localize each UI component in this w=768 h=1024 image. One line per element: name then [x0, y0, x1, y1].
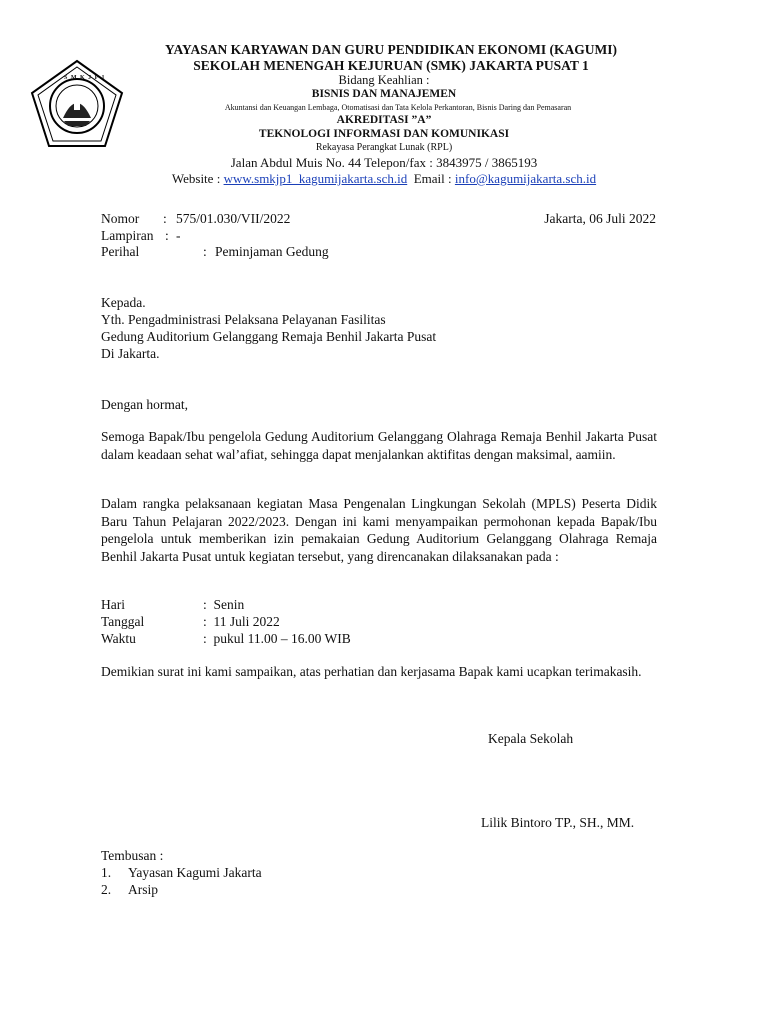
email-label: Email : [413, 171, 452, 186]
recipient-line-2: Yth. Pengadministrasi Pelaksana Pelayanan Fasilitas [101, 312, 386, 327]
lampiran-sep: : [165, 228, 169, 243]
place-date: Jakarta, 06 Juli 2022 [544, 211, 656, 226]
waktu-value: : pukul 11.00 – 16.00 WIB [203, 631, 351, 646]
cc-item-1-num: 1. [101, 865, 112, 880]
lampiran-value: - [176, 228, 181, 243]
closing-text: Demikian surat ini kami sampaikan, atas perhatian dan kerjasama Bapak kami ucapkan terimakasih. [101, 664, 642, 679]
nomor-value: 575/01.030/VII/2022 [176, 211, 291, 226]
logo-text: S M K J P 1 [64, 75, 106, 81]
foundation-name: YAYASAN KARYAWAN DAN GURU PENDIDIKAN EKONOMI (KAGUMI) [164, 42, 618, 57]
field-label: Bidang Keahlian : [338, 73, 430, 87]
nomor-sep: : [163, 211, 167, 226]
cc-label: Tembusan : [101, 848, 164, 863]
accreditation: AKREDITASI ”A” [336, 114, 432, 126]
program-list: Akuntansi dan Keuangan Lembaga, Otomatisasi dan Tata Kelola Perkantoran, Bisnis Daring dan Pemasaran [224, 103, 572, 112]
ict-program: Rekayasa Perangkat Lunak (RPL) [315, 142, 453, 153]
signature-name: Lilik Bintoro TP., SH., MM. [481, 815, 635, 830]
salutation: Dengan hormat, [101, 397, 188, 412]
perihal-label: Perihal [101, 244, 140, 259]
paragraph-2 [101, 495, 657, 565]
school-name: SEKOLAH MENENGAH KEJURUAN (SMK) JAKARTA PUSAT 1 [193, 58, 589, 73]
website-link[interactable]: www.smkjp1_kagumijakarta.sch.id [223, 171, 408, 186]
recipient-line-3: Gedung Auditorium Gelanggang Remaja Benhil Jakarta Pusat [101, 329, 437, 344]
cc-item-2: Arsip [128, 882, 158, 897]
perihal-sep: : [203, 244, 207, 259]
hari-value: : Senin [203, 597, 245, 612]
paragraph-1 [101, 428, 657, 463]
cc-item-1: Yayasan Kagumi Jakarta [128, 865, 262, 880]
hari-label: Hari [101, 597, 125, 612]
waktu-label: Waktu [101, 631, 136, 646]
recipient-line-4: Di Jakarta. [101, 346, 160, 361]
ict-field-name: TEKNOLOGI INFORMASI DAN KOMUNIKASI [258, 128, 510, 140]
field-name: BISNIS DAN MANAJEMEN [311, 88, 457, 100]
website-label: Website : [171, 171, 221, 186]
tanggal-label: Tanggal [101, 614, 145, 629]
signature-title: Kepala Sekolah [488, 731, 574, 746]
perihal-value: Peminjaman Gedung [215, 244, 329, 259]
cc-item-2-num: 2. [101, 882, 112, 897]
paragraph-1-text: Semoga Bapak/Ibu pengelola Gedung Auditorium Gelanggang Olahraga Remaja Benhil Jakarta Pusat dalam keadaan sehat wal’afiat, sehingga dapat menjalankan aktifitas dengan maksimal, aamiin. [101, 429, 657, 462]
lampiran-label: Lampiran [101, 228, 154, 243]
tanggal-value: : 11 Juli 2022 [203, 614, 280, 629]
recipient-line-1: Kepada. [101, 295, 146, 310]
paragraph-2-text: Dalam rangka pelaksanaan kegiatan Masa Pengenalan Lingkungan Sekolah (MPLS) Peserta Didik Baru Tahun Pelajaran 2022/2023. Dengan ini kami menyampaikan permohonan kepada Bapak/Ibu pengelola untuk memberikan izin pemakaian Gedung Auditorium Gelanggang Olahraga Remaja Benhil Jakarta Pusat untuk kegiatan tersebut, yang direncanakan dilaksanakan pada : [101, 496, 657, 564]
closing-paragraph [101, 663, 657, 681]
school-address: Jalan Abdul Muis No. 44 Telepon/fax : 3843975 / 3865193 [230, 155, 538, 170]
contact-line [0, 171, 768, 187]
email-link[interactable]: info@kagumijakarta.sch.id [454, 171, 597, 186]
nomor-label: Nomor [101, 211, 140, 226]
